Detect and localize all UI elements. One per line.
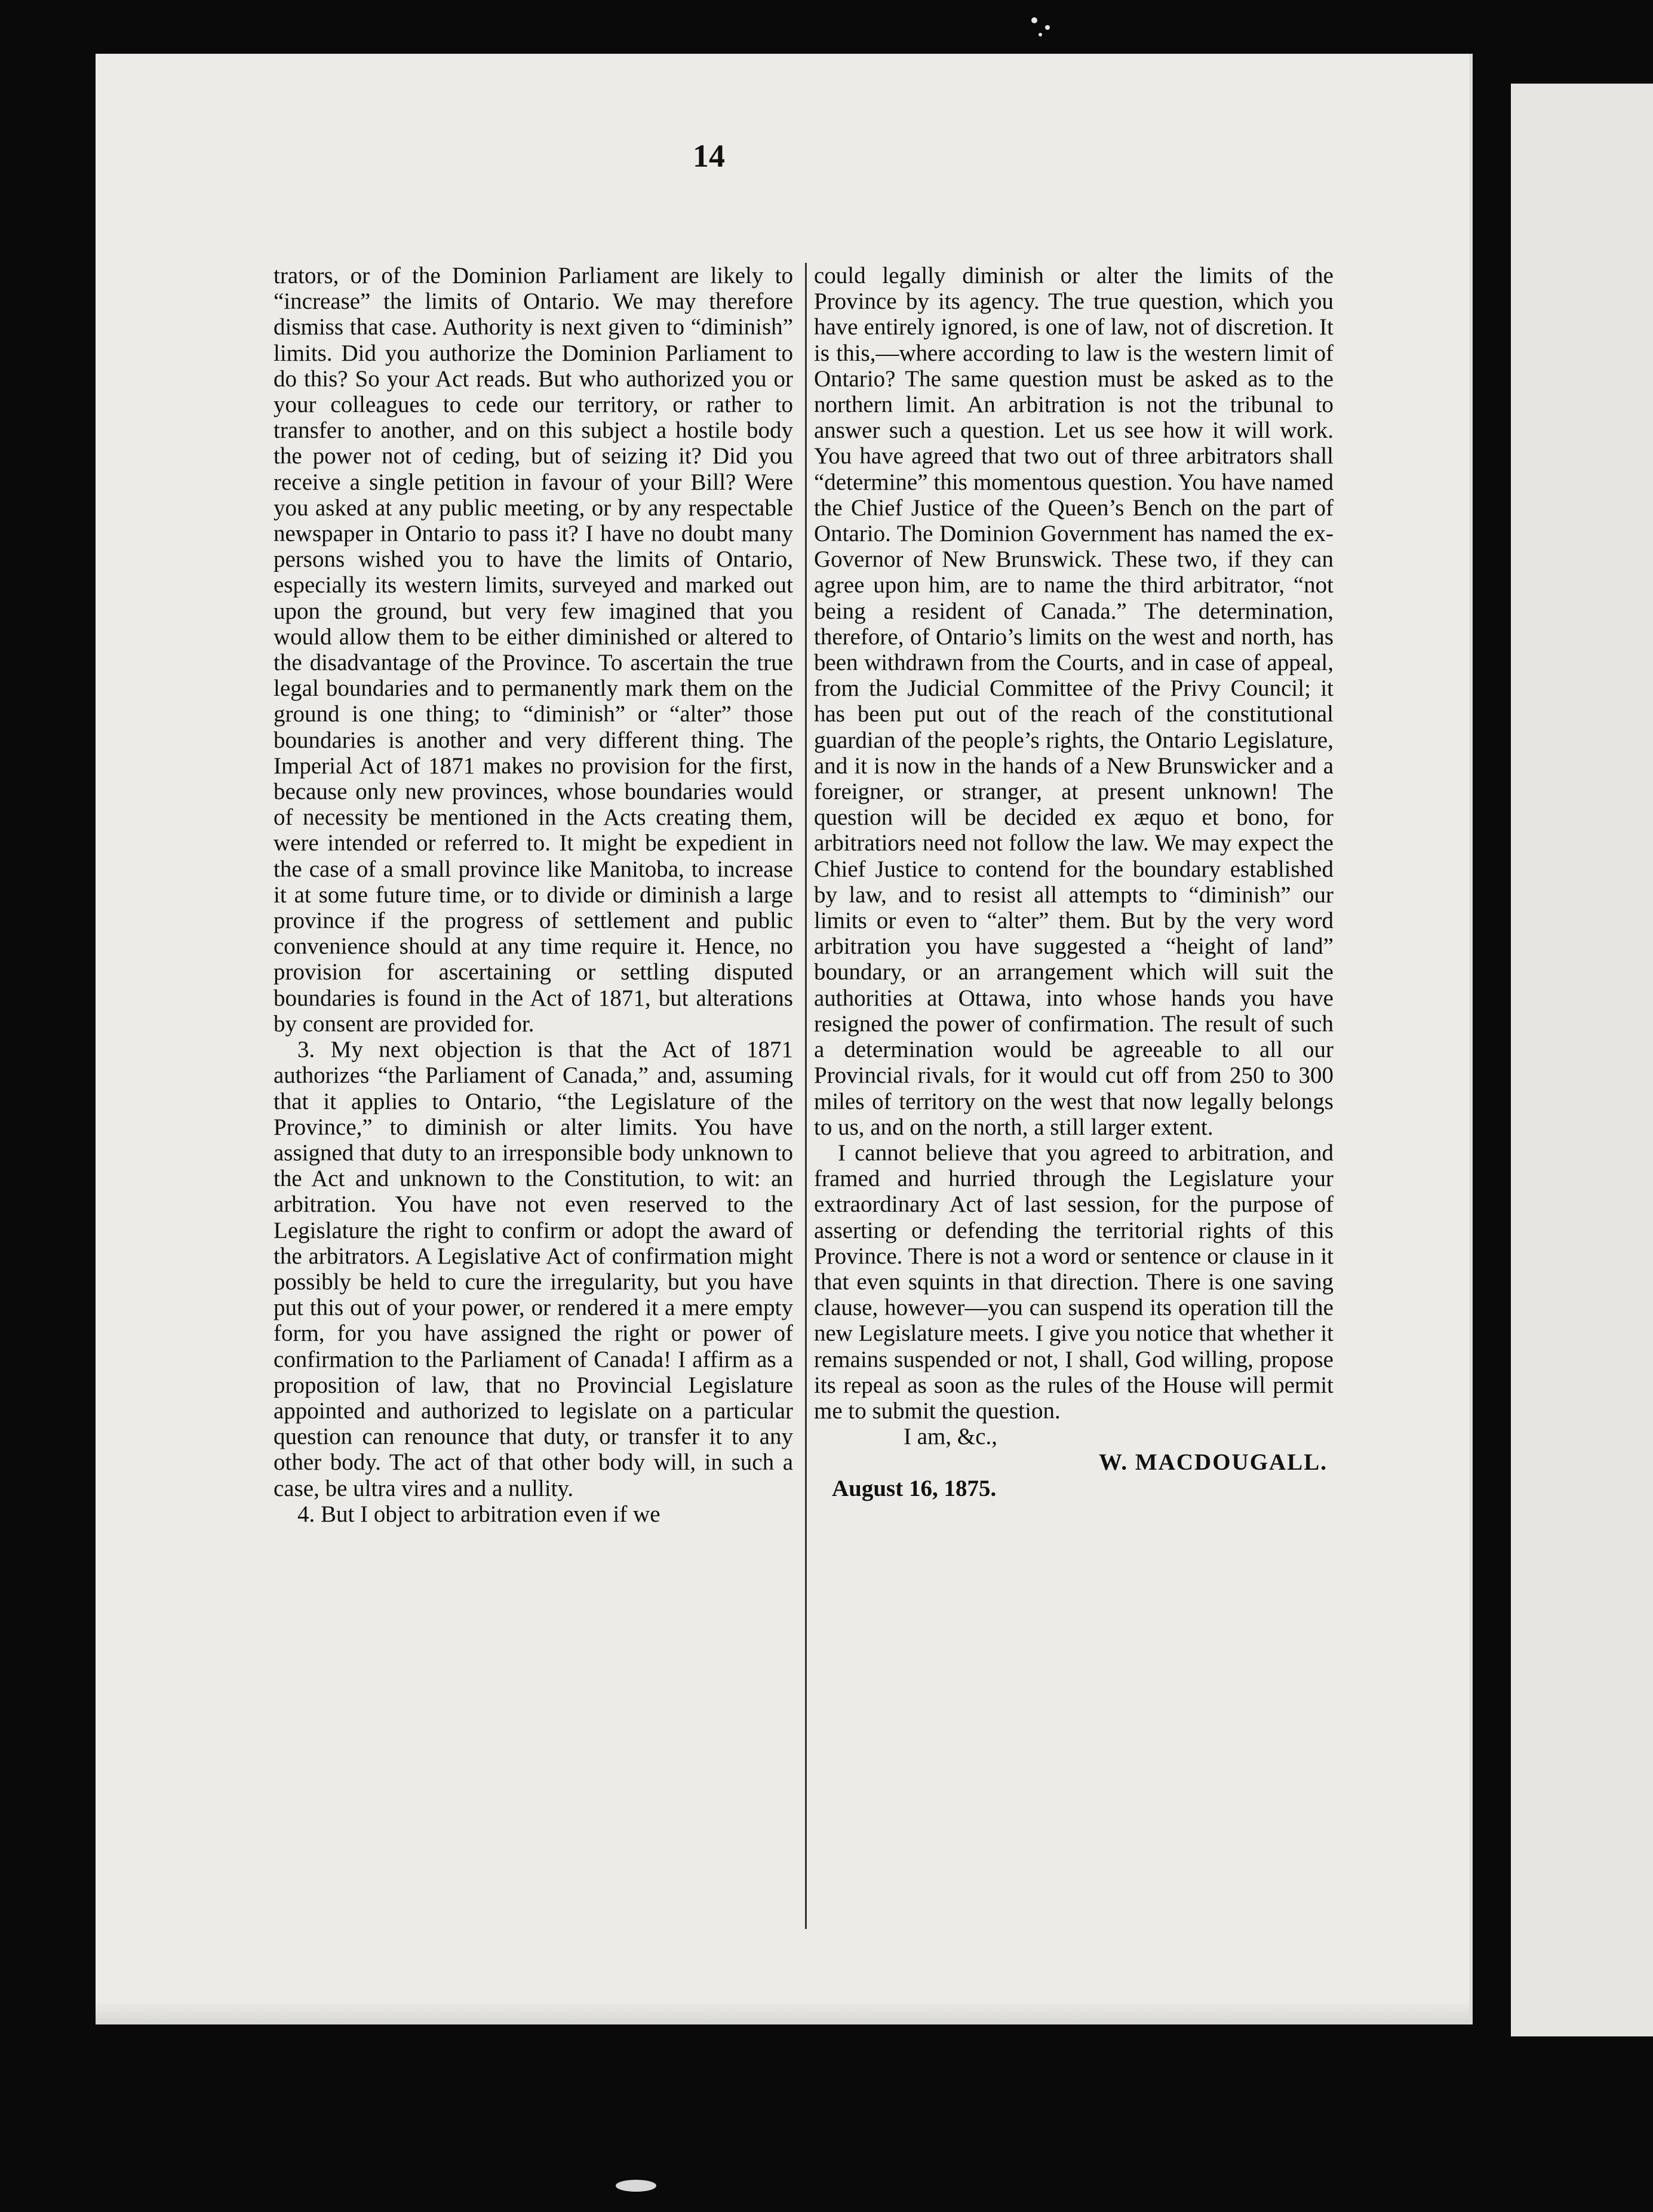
left-column	[274, 263, 793, 1527]
column-divider	[805, 263, 807, 1929]
adjacent-page-edge	[1511, 84, 1653, 2036]
paragraph: could legally diminish or alter the limits of the Province by its agency. The true question, which you have entirely ignored, is one of law, not of discretion. It is this,—where according to law is the western limit of Ontario? The same question must be asked as to the northern limit. An arbitration is not the tribunal to answer such a question. Let us see how it will work. You have agreed that two out of three arbitrators shall “determine” this momentous question. You have named the Chief Justice of the Queen’s Bench on the part of Ontario. The Dominion Government has named the ex-Governor of New Brunswick. These two, if they can agree upon him, are to name the third arbitrator, “not being a resident of Canada.” The determination, therefore, of Ontario’s limits on the west and north, has been withdrawn from the Courts, and in case of appeal, from the Judicial Committee of the Privy Council; it has been put out of the reach of the constitutional guardian of the people’s rights, the Ontario Legislature, and it is now in the hands of a New Brunswicker and a foreigner, or stranger, at present unknown! The question will be decided ex æquo et bono, for arbitratiors need not follow the law. We may expect the Chief Justice to contend for the boundary established by law, and to resist all attempts to “diminish” our limits or even to “alter” them. But by the very word arbitration you have suggested a “height of land” boundary, or an arrangement which will suit the authorities at Ottawa, into whose hands you have resigned the power of confirmation. The result of such a determination would be agreeable to all our Provincial rivals, for it would cut off from 250 to 300 miles of territory on the west that now legally belongs to us, and on the north, a still larger extent.	[814, 263, 1334, 1140]
page-number: 14	[693, 138, 725, 174]
right-column	[814, 263, 1334, 1501]
paragraph: trators, or of the Dominion Parliament are likely to “increase” the limits of Ontario. We may therefore dismiss that case. Authority is next given to “diminish” limits. Did you authorize the Dominion Parliament to do this? So your Act reads. But who authorized you or your colleagues to cede our territory, or rather to transfer to another, and on this subject a hostile body the power not of ceding, but of seizing it? Did you receive a single petition in favour of your Bill? Were you asked at any public meeting, or by any respectable newspaper in Ontario to pass it? I have no doubt many persons wished you to have the limits of Ontario, especially its western limits, surveyed and marked out upon the ground, but very few imagined that you would allow them to be either diminished or altered to the disadvantage of the Province. To ascertain the true legal boundaries and to permanently mark them on the ground is one thing; to “diminish” or “alter” those boundaries is another and very different thing. The Imperial Act of 1871 makes no provision for the first, because only new provinces, whose boundaries would of necessity be mentioned in the Acts creating them, were intended or referred to. It might be expedient in the case of a small province like Manitoba, to increase it at some future time, or to divide or diminish a large province if the progress of settlement and public convenience should at any time require it. Hence, no provision for ascertaining or settling disputed boundaries is found in the Act of 1871, but alterations by consent are provided for.	[274, 263, 793, 1037]
letter-date: August 16, 1875.	[832, 1475, 997, 1501]
paragraph: I cannot believe that you agreed to arbitration, and framed and hurried through the Legislature your extraordinary Act of last session, for the purpose of asserting or defending the territorial rights of this Province. There is not a word or sentence or clause in it that even squints in that direction. There is one saving clause, however—you can suspend its operation till the new Legislature meets. I give you notice that whether it remains suspended or not, I shall, God willing, propose its repeal as soon as the rules of the House will permit me to submit the question.	[814, 1139, 1334, 1424]
scan-bottom-mark	[609, 2174, 663, 2198]
paragraph: 4. But I object to arbitration even if we	[297, 1501, 660, 1527]
scan-speck-marks	[1027, 12, 1063, 48]
paragraph: 3. My next objection is that the Act of 1871 authorizes “the Parliament of Canada,” and, assuming that it applies to Ontario, “the Legislature of the Province,” to diminish or alter limits. You have assigned that duty to an irresponsible body unknown to the Act and unknown to the Constitution, to wit: an arbitration. You have not even reserved to the Legislature the right to confirm or adopt the award of the arbitrators. A Legislative Act of confirmation might possibly be held to cure the irregularity, but you have put this out of your power, or rendered it a mere empty form, for you have assigned the right or power of confirmation to the Parliament of Canada! I affirm as a proposition of law, that no Provincial Legislature appointed and authorized to legislate on a particular question can renounce that duty, or transfer it to any other body. The act of that other body will, in such a case, be ultra vires and a nullity.	[274, 1037, 793, 1501]
signature: W. MACDOUGALL.	[1099, 1449, 1328, 1476]
closing-salutation: I am, &c.,	[904, 1424, 998, 1450]
